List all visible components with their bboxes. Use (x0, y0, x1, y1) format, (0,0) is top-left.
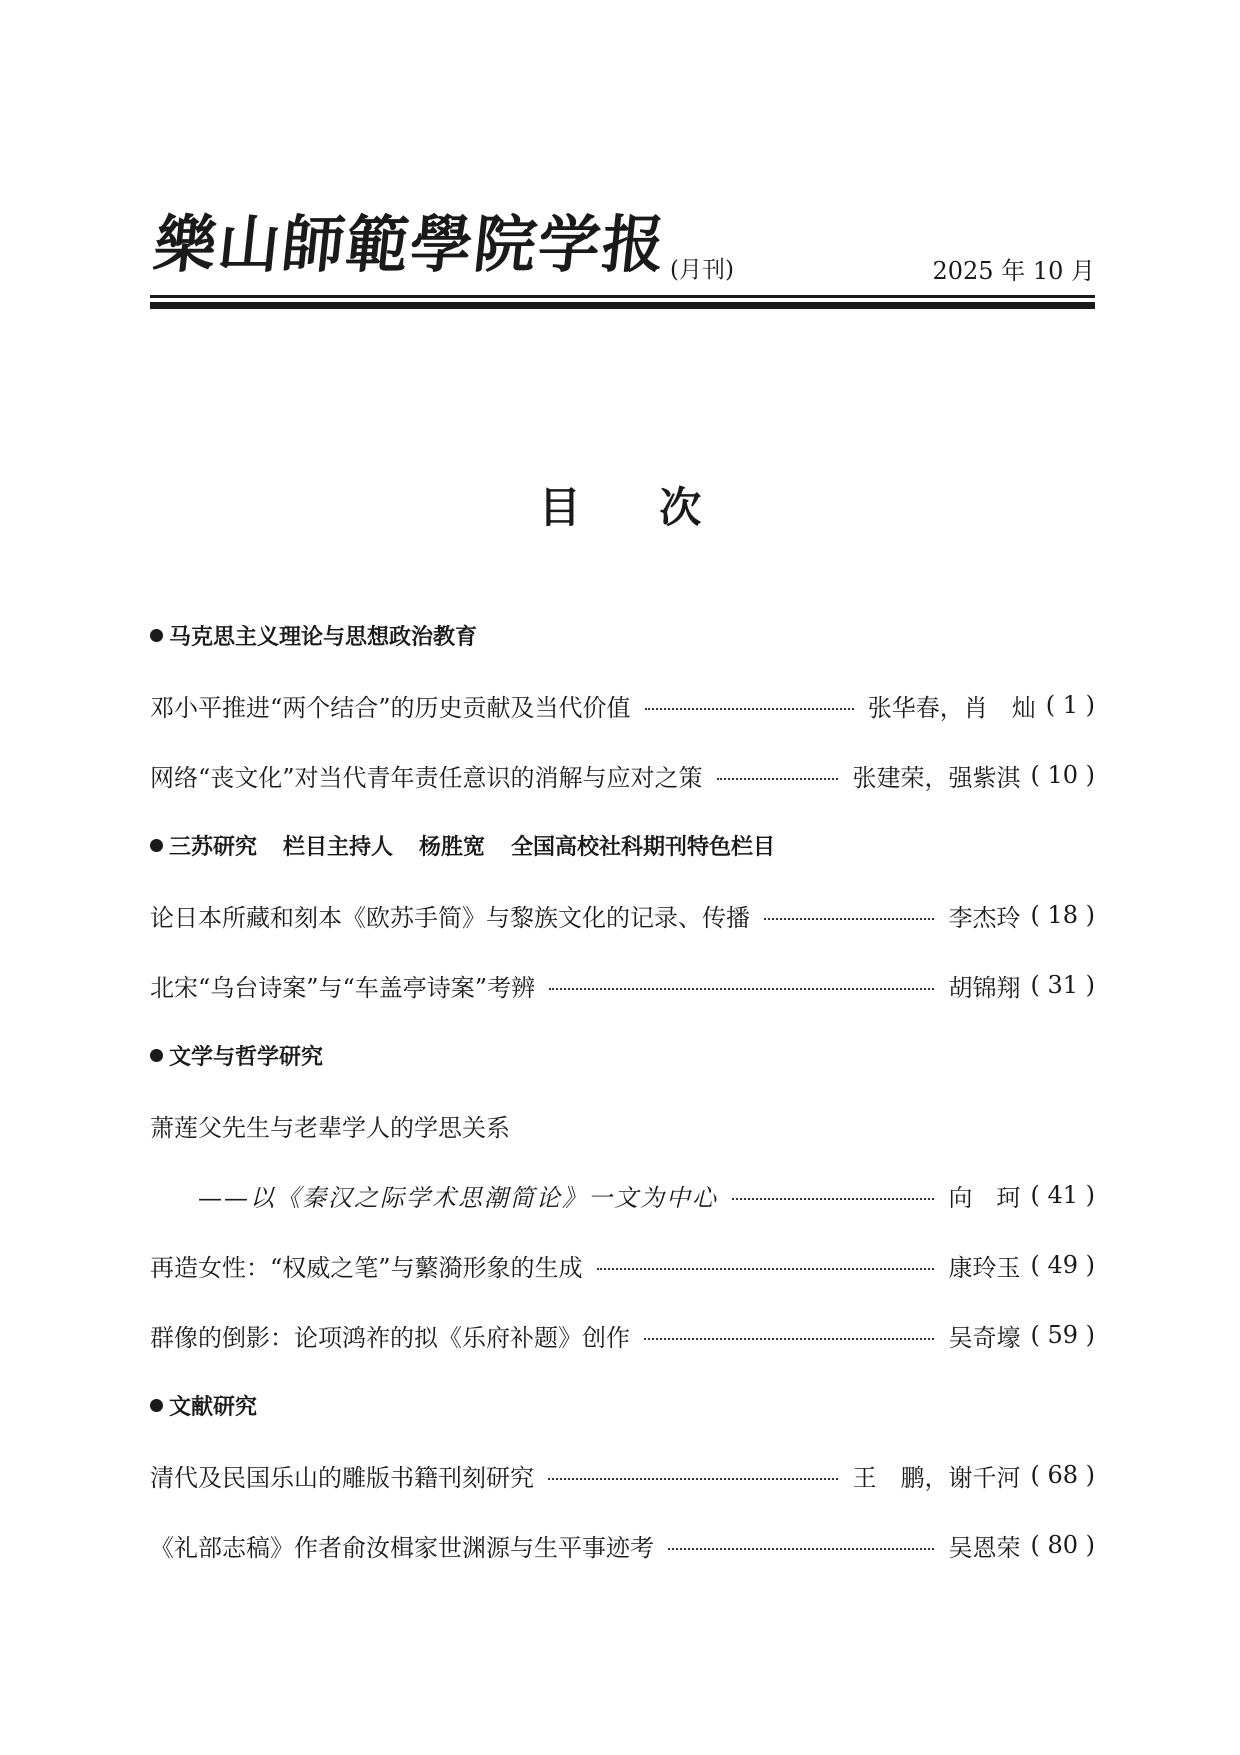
header-rule-thick (150, 302, 1095, 309)
section-heading-text: 杨胜宽 (419, 834, 486, 860)
entry-title: 邓小平推进“两个结合”的历史贡献及当代价值 (150, 693, 631, 722)
entry-title: ——以《秦汉之际学术思潮简论》一文为中心 (198, 1183, 718, 1212)
entry-title: 萧莲父先生与老辈学人的学思关系 (150, 1113, 510, 1142)
bullet-icon (150, 1399, 163, 1412)
entry-title: 《礼部志稿》作者俞汝楫家世渊源与生平事迹考 (150, 1533, 654, 1562)
dot-leader (549, 988, 934, 990)
journal-title: 樂山師範學院学报 (150, 208, 671, 281)
entry-authors: 张华春，肖 灿 (867, 693, 1036, 722)
toc-entry[interactable] (150, 670, 1095, 740)
entry-authors: 胡锦翔 (948, 973, 1021, 1002)
section-heading (150, 1020, 1095, 1090)
dot-leader (597, 1268, 935, 1270)
section-heading-text: 栏目主持人 (283, 834, 394, 860)
dot-leader (645, 708, 854, 710)
bullet-icon (150, 839, 163, 852)
entry-authors: 吴恩荣 (948, 1533, 1021, 1562)
entry-title: 群像的倒影：论项鸿祚的拟《乐府补题》创作 (150, 1323, 630, 1352)
section-heading-text: 三苏研究 (169, 834, 258, 860)
section-heading (150, 810, 1095, 880)
dot-leader (668, 1548, 934, 1550)
bullet-icon (150, 629, 163, 642)
toc-entry[interactable] (150, 950, 1095, 1020)
dot-leader (732, 1198, 934, 1200)
entry-page: ( 1 ) (1045, 691, 1095, 719)
toc-entry[interactable] (150, 880, 1095, 950)
table-of-contents (150, 600, 1095, 1580)
section-heading (150, 1370, 1095, 1440)
toc-entry[interactable] (150, 1510, 1095, 1580)
journal-frequency: (月刊) (670, 257, 734, 283)
entry-authors: 李杰玲 (948, 903, 1021, 932)
entry-page: ( 41 ) (1030, 1181, 1095, 1209)
entry-page: ( 18 ) (1030, 901, 1095, 929)
section-heading-text: 全国高校社科期刊特色栏目 (511, 834, 776, 860)
entry-page: ( 31 ) (1030, 971, 1095, 999)
dot-leader (764, 918, 934, 920)
entry-page: ( 10 ) (1030, 761, 1095, 789)
entry-title: 论日本所藏和刻本《欧苏手简》与黎族文化的记录、传播 (150, 903, 750, 932)
entry-title: 北宋“乌台诗案”与“车盖亭诗案”考辨 (150, 973, 536, 1002)
dot-leader (548, 1478, 838, 1480)
section-heading-text: 马克思主义理论与思想政治教育 (169, 624, 478, 650)
bullet-icon (150, 1049, 163, 1062)
header-rule-thin (150, 295, 1095, 298)
toc-entry[interactable] (150, 740, 1095, 810)
entry-authors: 王 鹏，谢千河 (852, 1463, 1021, 1492)
dot-leader (644, 1338, 934, 1340)
entry-page: ( 49 ) (1030, 1251, 1095, 1279)
section-heading-text: 文献研究 (169, 1394, 258, 1420)
entry-authors: 张建荣，强紫淇 (852, 763, 1021, 792)
dot-leader (717, 778, 839, 780)
section-heading (150, 600, 1095, 670)
entry-title: 网络“丧文化”对当代青年责任意识的消解与应对之策 (150, 763, 703, 792)
entry-page: ( 68 ) (1030, 1461, 1095, 1489)
toc-entry[interactable] (150, 1300, 1095, 1370)
toc-title: 目 次 (538, 483, 734, 532)
toc-entry[interactable] (150, 1090, 1095, 1160)
entry-page: ( 80 ) (1030, 1531, 1095, 1559)
entry-authors: 康玲玉 (948, 1253, 1021, 1282)
entry-title: 再造女性：“权威之笔”与蘩漪形象的生成 (150, 1253, 583, 1282)
entry-authors: 向 珂 (948, 1183, 1021, 1212)
entry-authors: 吴奇壕 (948, 1323, 1021, 1352)
masthead (150, 205, 1095, 305)
section-heading-text: 文学与哲学研究 (169, 1044, 324, 1070)
entry-title: 清代及民国乐山的雕版书籍刊刻研究 (150, 1463, 534, 1492)
toc-entry[interactable] (150, 1160, 1095, 1230)
entry-page: ( 59 ) (1030, 1321, 1095, 1349)
toc-entry[interactable] (150, 1230, 1095, 1300)
toc-entry[interactable] (150, 1440, 1095, 1510)
issue-date: 2025 年 10 月 (932, 257, 1095, 285)
